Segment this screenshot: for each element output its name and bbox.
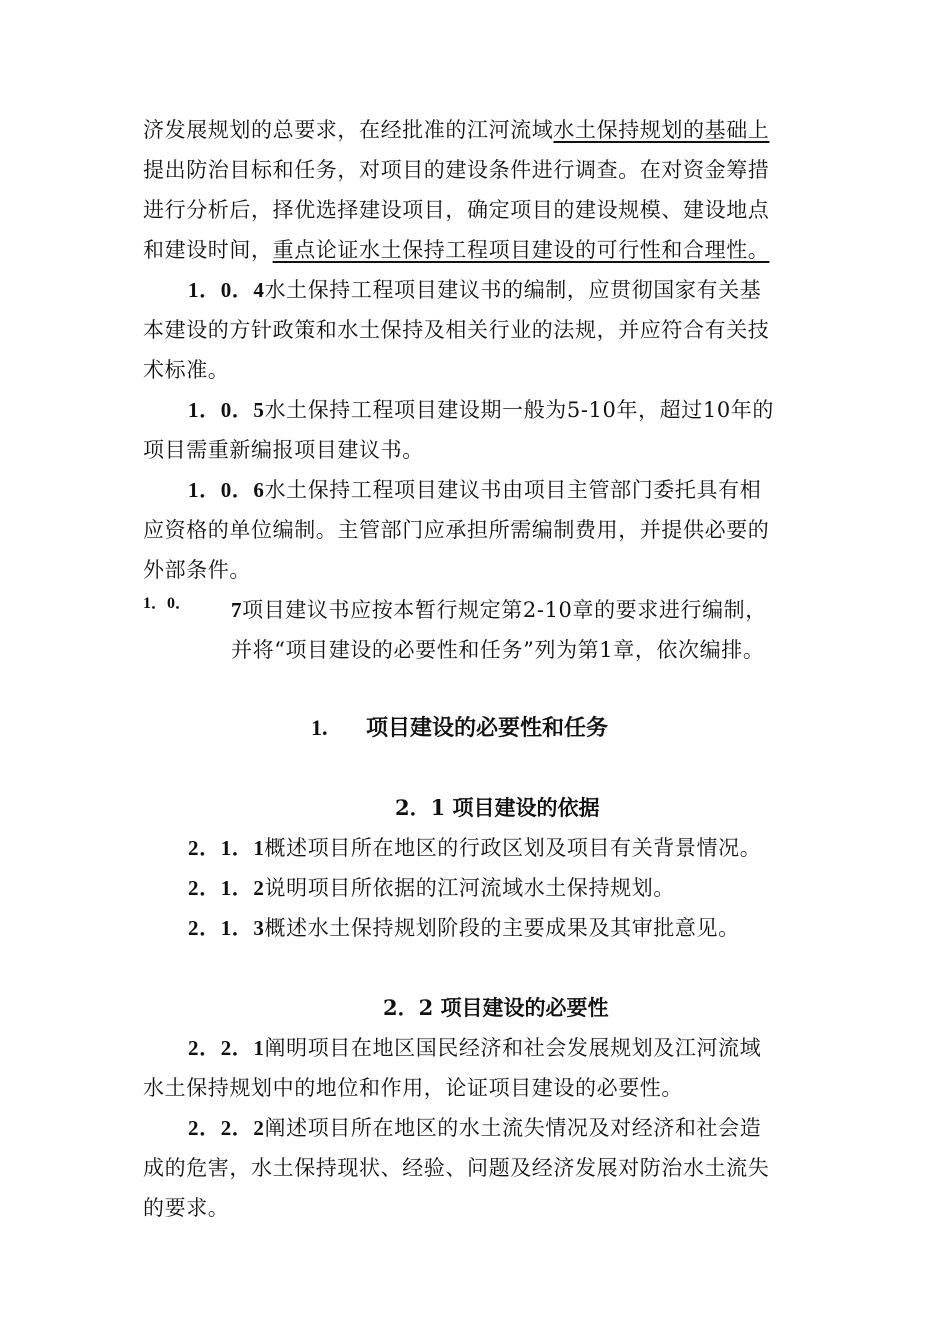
clause-1-0-4	[143, 270, 808, 390]
underlined-text: 重点论证水土保持工程项目建设的可行性和合理性。	[272, 238, 770, 262]
text-run: 说明项目所依据的江河流域水土保持规划。	[264, 876, 675, 900]
text-run: 概述项目所在地区的行政区划及项目有关背景情况。	[264, 836, 762, 860]
text-run: 阐述项目所在地区的水土流失情况及对经济和社会造	[264, 1116, 762, 1140]
text-run: 水土保持工程项目建议书由项目主管部门委托具有相	[264, 478, 762, 502]
section-heading: 2．1 项目建设的依据	[395, 795, 600, 820]
text-line: 进行分析后，择优选择建设项目，确定项目的建设规模、建设地点	[143, 198, 770, 222]
text-line: 提出防治目标和任务，对项目的建设条件进行调查。在对资金筹措	[143, 158, 770, 182]
clause-body	[143, 590, 808, 670]
text-run: 项目建议书应按本暂行规定第2-10章的要求进行编制，	[242, 598, 767, 622]
document-page	[143, 110, 808, 1228]
text-line: 外部条件。	[143, 558, 251, 582]
section-heading: 2．2 项目建设的必要性	[383, 995, 609, 1020]
clause-number-tail: 7	[231, 598, 243, 622]
underlined-text: 水土保持规划的基础上	[553, 118, 770, 142]
section-2-1	[143, 788, 808, 948]
clause-number: 1．0．4	[188, 278, 265, 302]
text-run: 济发展规划的总要求，在经批准的江河流域	[143, 118, 554, 142]
clause-number: 1．0．	[143, 595, 192, 612]
clause-1-0-7	[143, 590, 808, 670]
chapter-heading	[143, 708, 808, 748]
text-line: 水土保持规划中的地位和作用，论证项目建设的必要性。	[143, 1076, 683, 1100]
chapter-number: 1.	[311, 715, 328, 740]
clause-number: 1．0．5	[188, 398, 265, 422]
text-line: 术标准。	[143, 358, 230, 382]
clause-1-0-6	[143, 470, 808, 590]
text-line: 应资格的单位编制。主管部门应承担所需编制费用，并提供必要的	[143, 518, 770, 542]
text-line: 项目需重新编报项目建议书。	[143, 438, 424, 462]
clause-number: 2．1．2	[188, 876, 265, 900]
text-line: 的要求。	[143, 1196, 230, 1220]
text-run: 水土保持工程项目建设期一般为5-10年，超过10年的	[264, 398, 774, 422]
section-2-2	[143, 988, 808, 1228]
text-run: 和建设时间，	[143, 238, 273, 262]
clause-number: 2．1．3	[188, 916, 265, 940]
list-item	[143, 828, 808, 868]
text-line: 本建设的方针政策和水土保持及相关行业的法规，并应符合有关技	[143, 318, 770, 342]
chapter-title: 项目建设的必要性和任务	[366, 715, 609, 741]
clause-number: 2．2．2	[188, 1116, 265, 1140]
list-item	[143, 868, 808, 908]
text-run: 水土保持工程项目建议书的编制，应贯彻国家有关基	[264, 278, 762, 302]
paragraph-continuation	[143, 110, 808, 270]
text-line: 成的危害，水土保持现状、经验、问题及经济发展对防治水土流失	[143, 1156, 770, 1180]
text-run: 阐明项目在地区国民经济和社会发展规划及江河流域	[264, 1036, 762, 1060]
clause-number: 1．0．6	[188, 478, 265, 502]
clause-1-0-5	[143, 390, 808, 470]
clause-number: 2．2．1	[188, 1036, 265, 1060]
text-line: 并将“项目建设的必要性和任务”列为第1章，依次编排。	[231, 638, 765, 662]
clause-number: 2．1．1	[188, 836, 265, 860]
text-run: 概述水土保持规划阶段的主要成果及其审批意见。	[264, 916, 740, 940]
list-item	[143, 908, 808, 948]
